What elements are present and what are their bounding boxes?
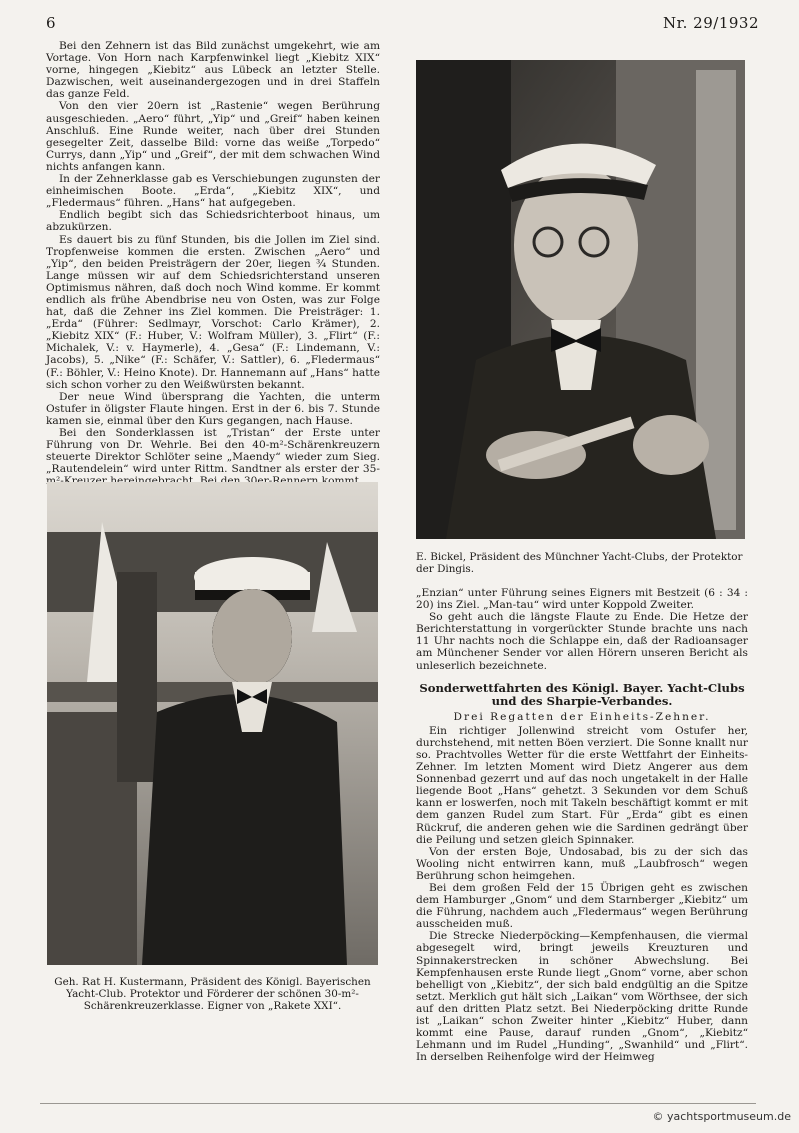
section-heading-line: und des Sharpie-Verbandes. bbox=[491, 694, 673, 709]
paragraph: Von den vier 20ern ist „Rastenie“ wegen Berührung ausgeschieden. „Aero“ führt, „Yip“ und „Greif“ haben keinen Anschluß. Eine Runde weiter, nach über drei Stunden gesegelter Zeit, dasselbe Bild: vorne das weiße „Torpedo“ Currys, dann „Yip“ und „Greif“, der mit dem schwachen Wind nichts anfangen kann. bbox=[46, 100, 380, 173]
paragraph: Von der ersten Boje, Undosabad, bis zu der sich das Wooling nicht entwirren kann, muß „Laubfrosch“ wegen Berührung schon heimgehen. bbox=[416, 845, 748, 882]
paragraph: So geht auch die längste Flaute zu Ende. Die Hetze der Berichterstattung in vorgerückter Stunde brachte uns nach 11 Uhr nachts noch die Schlappe ein, daß der Radioansager am Münchener Sender vor allen Hörern unseren Bericht als unleserlich bezeichnete. bbox=[416, 611, 748, 672]
article-column-right bbox=[416, 587, 748, 1087]
paragraph: Der neue Wind übersprang die Yachten, die unterm Ostufer in öligster Flaute hingen. Erst in der 6. bis 7. Stunde kamen sie, einmal über den Kurs gegangen, nach Hause. bbox=[46, 390, 380, 427]
section-subheading: Drei Regatten der Einheits-Zehner. bbox=[453, 710, 711, 723]
paragraph: In der Zehnerklasse gab es Verschiebungen zugunsten der einheimischen Boote. „Erda“, „Kiebitz XIX“, und „Fledermaus“ führen. „Hans“ hat aufgegeben. bbox=[46, 173, 380, 210]
caption-bickel: E. Bickel, Präsident des Münchner Yacht-Clubs, der Protektor der Dingis. bbox=[416, 551, 743, 576]
caption-kustermann: Geh. Rat H. Kustermann, Präsident des Königl. Bayerischen Yacht-Club. Protektor und Förderer der schönen 30-m²-Schärenkreuzerklasse. Eigner von „Rakete XXI“. bbox=[54, 976, 371, 1013]
photo-kustermann bbox=[47, 482, 378, 965]
photo-kustermann-image bbox=[47, 482, 378, 965]
paragraph: Bei dem großen Feld der 15 Übrigen geht es zwischen dem Hamburger „Gnom“ und dem Starnberger „Kiebitz“ um die Führung, nachdem auch „Fledermaus“ wegen Berührung ausscheiden muß. bbox=[416, 881, 748, 931]
section-heading-line: Sonderwettfahrten des Königl. Bayer. Yacht-Clubs bbox=[419, 680, 745, 695]
issue-number: Nr. 29/1932 bbox=[663, 14, 759, 32]
paragraph: Bei den Zehnern ist das Bild zunächst umgekehrt, wie am Vortage. Von Horn nach Karpfenwinkel liegt „Kiebitz XIX“ vorne, hingegen „Kiebitz“ aus Lübeck an letzter Stelle. Dazwischen, weit auseinandergezogen und in drei Staffeln das ganze Feld. bbox=[46, 40, 380, 101]
paragraph: Die Strecke Niederpöcking—Kempfenhausen, die viermal abgesegelt wird, bringt jeweils Kreuzturen und Spinnakerstrecken in schöner Abwechslung. Bei Kempfenhausen erste Runde liegt „Gnom“ vorne, aber schon behelligt von „Kiebitz“, der sich bald endgültig an die Spitze setzt. Merklich gut hält sich „Laikan“ vom Wörthsee, der sich auf den dritten Platz setzt. Bei Niederpöcking dritte Runde ist „Laikan“ schon Zweiter hinter „Kiebitz“ Huber, dann kommt eine Pause, darauf runden „Gnom“, „Kiebitz“ Lehmann und im Rudel „Hunding“, „Swanhild“ und „Flirt“. In derselben Reihenfolge wird der Heimweg bbox=[416, 930, 748, 1064]
article-column-left bbox=[46, 40, 380, 476]
paragraph: „Enzian“ unter Führung seines Eigners mit Bestzeit (6 : 34 : 20) ins Ziel. „Man-tau“ wird unter Koppold Zweiter. bbox=[416, 587, 748, 612]
photo-bickel bbox=[416, 60, 745, 539]
section-heading bbox=[416, 682, 748, 709]
paragraph: Ein richtiger Jollenwind streicht vom Ostufer her, durchstehend, mit netten Böen verziert. Die Sonne knallt nur so. Prachtvolles Wetter für die erste Wettfahrt der Einheits-Zehner. Im letzten Moment wird Dietz Angerer aus dem Sonnenbad gezerrt und auf das noch ungetakelt in der Halle liegende Boot „Hans“ gehetzt. 3 Sekunden vor dem Schuß kann er loswerfen, noch mit Takeln beschäftigt kommt er mit dem ganzen Rudel zum Start. Für „Erda“ gibt es einen Rückruf, die anderen gehen wie die Sardinen gedrängt über die Peilung und setzen gleich Spinnaker. bbox=[416, 724, 748, 846]
page-number: 6 bbox=[46, 14, 57, 32]
paragraph: Endlich begibt sich das Schiedsrichterboot hinaus, um abzukürzen. bbox=[46, 209, 380, 234]
paragraph: Es dauert bis zu fünf Stunden, bis die Jollen im Ziel sind. Tropfenweise kommen die ersten. Zwischen „Aero“ und „Yip“, den beiden Preisträgern der 20er, liegen ¾ Stunden. Lange müssen wir auf dem Schiedsrichterstand unseren Optimismus nähren, daß doch noch Wind komme. Er kommt endlich als frühe Abendbrise neu von Osten, was zur Folge hat, daß die Zehner ins Ziel kommen. Die Preisträger: 1. „Erda“ (Führer: Sedlmayr, Vorschot: Carlo Krämer), 2. „Kiebitz XIX“ (F.: Huber, V.: Wolfram Müller), 3. „Flirt“ (F.: Michalek, V.: v. Haymerle), 4. „Gesa“ (F.: Lindemann, V.: Jacobs), 5. „Nike“ (F.: Schäfer, V.: Sattler), 6. „Fledermaus“ (F.: Böhler, V.: Heino Knote). Dr. Hannemann auf „Hans“ hatte sich schon vorher zu den Weißwürsten bekannt. bbox=[46, 233, 380, 391]
watermark: © yachtsportmuseum.de bbox=[652, 1110, 791, 1123]
photo-bickel-image bbox=[416, 60, 745, 539]
paragraph: Bei den Sonderklassen ist „Tristan“ der Erste unter Führung von Dr. Wehrle. Bei den 40-m²-Schärenkreuzern steuerte Direktor Schlöter seine „Maendy“ wieder zum Sieg. „Rautendelein“ wird unter Rittm. Sandtner als erster der 35- bbox=[46, 427, 380, 476]
footer-rule bbox=[40, 1103, 756, 1104]
